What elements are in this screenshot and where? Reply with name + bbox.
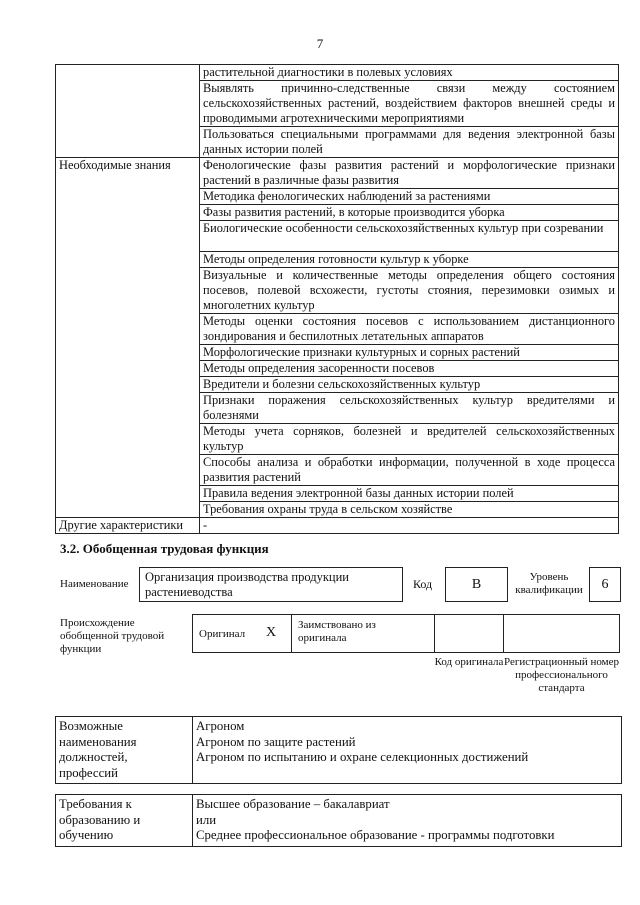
education-values [193, 795, 622, 847]
original-label: Оригинал [199, 628, 246, 640]
positions-values [193, 717, 622, 784]
positions-table [55, 716, 622, 784]
positions-label: Возможные наименования должностей, профессий [56, 717, 193, 784]
table-cell: Требования охраны труда в сельском хозяйстве [200, 502, 619, 518]
level-label: Уровень квалификации [515, 571, 583, 596]
table-cell: Фенологические фазы развития растений и морфологические признаки растений в различные фазы развития [200, 158, 619, 189]
table-cell: Методы определения готовности культур к уборке [200, 252, 619, 268]
page-number: 7 [316, 36, 324, 51]
naming-label: Наименование [60, 578, 129, 590]
table-cell: Пользоваться специальными программами для ведения электронной базы данных истории полей [200, 127, 619, 158]
knowledge-table [55, 64, 619, 534]
table-cell: Вредители и болезни сельскохозяйственных культур [200, 377, 619, 393]
table-row [56, 518, 619, 534]
borrowed-label: Заимствовано из оригинала [298, 619, 376, 644]
education-item: Среднее профессиональное образование - программы подготовки [196, 828, 555, 842]
code-original-cell [434, 614, 504, 653]
table-row [56, 717, 622, 784]
table-cell: Морфологические признаки культурных и сорных растений [200, 345, 619, 361]
table-cell: растительной диагностики в полевых условиях [200, 65, 619, 81]
table-cell: Методы учета сорняков, болезней и вредителей сельскохозяйственных культур [200, 424, 619, 455]
reg-number-cell [503, 614, 620, 653]
section-title: 3.2. Обобщенная трудовая функция [60, 541, 269, 556]
table-cell: Визуальные и количественные методы определения общего состояния посевов, полевой всхожести, густоты стояния, перезимовки озимых и многолетних культур [200, 268, 619, 314]
table-cell: Выявлять причинно-следственные связи между состоянием сельскохозяйственных растений, воздействием факторов внешней среды и проводимыми агротехническими мероприятиями [200, 81, 619, 127]
skills-label-cell [56, 65, 200, 158]
table-cell: Признаки поражения сельскохозяйственных культур вредителями и болезнями [200, 393, 619, 424]
table-cell: Фазы развития растений, в которые производится уборка [200, 205, 619, 221]
level-value: 6 [589, 567, 621, 602]
table-cell: Методика фенологических наблюдений за растениями [200, 189, 619, 205]
code-value: B [445, 567, 508, 602]
table-row [56, 795, 622, 847]
education-label: Требования к образованию и обучению [56, 795, 193, 847]
knowledge-label: Необходимые знания [56, 158, 200, 518]
position-item: Агроном [196, 719, 245, 733]
original-cell [192, 614, 292, 653]
naming-value: Организация производства продукции растениеводства [139, 567, 403, 602]
original-mark: X [266, 625, 277, 640]
borrowed-cell [291, 614, 435, 653]
code-original-caption: Код оригинала [434, 656, 504, 668]
table-cell: Методы определения засоренности посевов [200, 361, 619, 377]
education-item: или [196, 812, 217, 827]
table-row [56, 65, 619, 81]
table-cell: Методы оценки состояния посевов с использованием дистанционного зондирования и беспилотных летательных аппаратов [200, 314, 619, 345]
education-item: Высшее образование – бакалавриат [196, 797, 390, 811]
code-label: Код [413, 577, 433, 591]
reg-number-caption: Регистрационный номер профессионального стандарта [503, 656, 620, 694]
origin-label: Происхождение обобщенной трудовой функции [60, 617, 165, 655]
other-label: Другие характеристики [56, 518, 200, 534]
position-item: Агроном по испытанию и охране селекционных достижений [196, 750, 529, 764]
table-cell: Биологические особенности сельскохозяйственных культур при созревании [200, 221, 619, 252]
education-table [55, 794, 622, 847]
table-row [56, 158, 619, 189]
other-value: - [200, 518, 619, 534]
position-item: Агроном по защите растений [196, 734, 356, 749]
table-cell: Способы анализа и обработки информации, полученной в ходе процесса развития растений [200, 455, 619, 486]
table-cell: Правила ведения электронной базы данных истории полей [200, 486, 619, 502]
